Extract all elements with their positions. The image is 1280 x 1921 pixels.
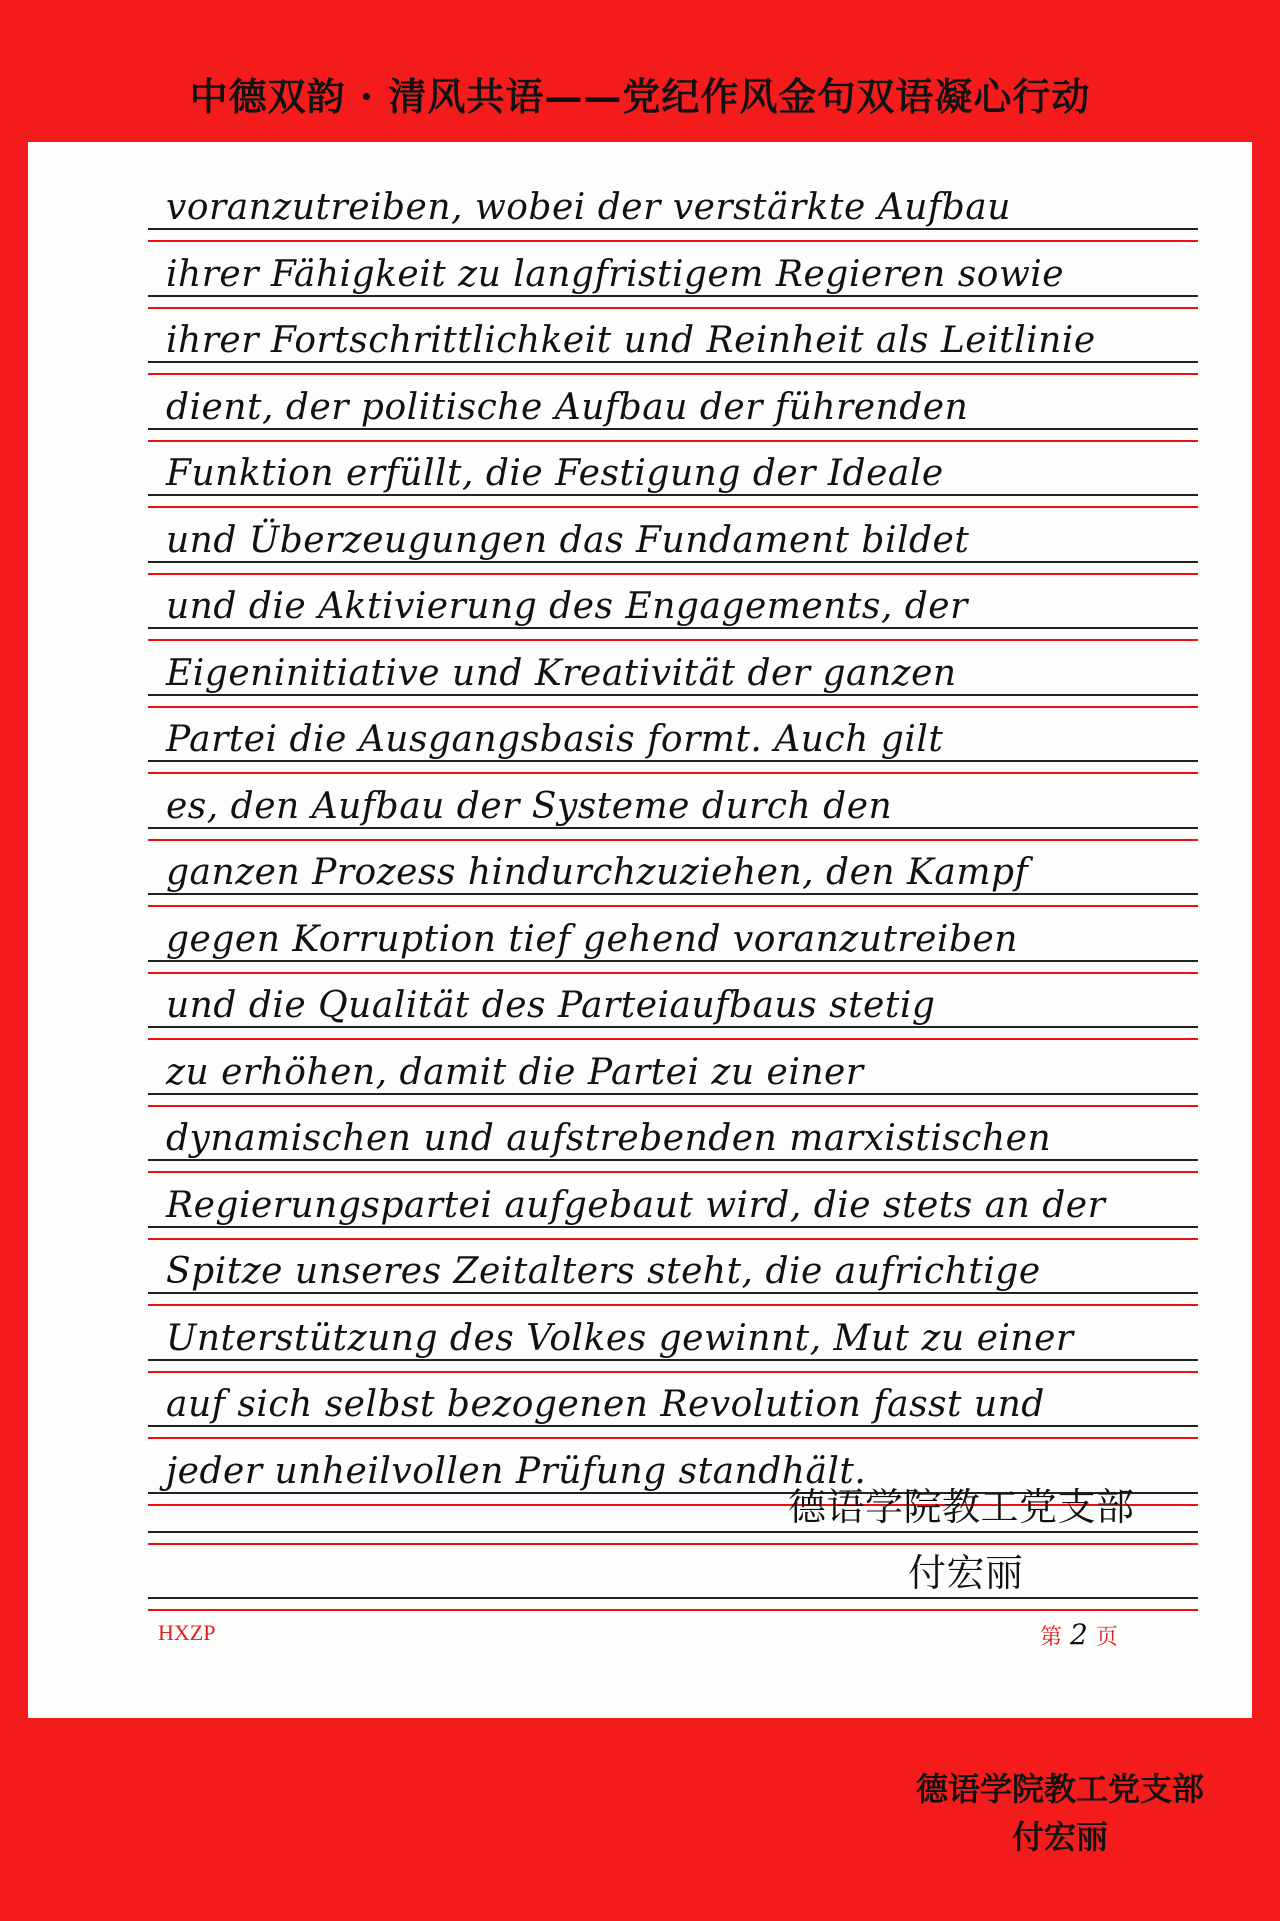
handwriting-text: Regierungspartei aufgebaut wird, die stets an der [166,1184,1106,1226]
handwriting-text: Eigeninitiative und Kreativität der ganzen [166,652,957,694]
handwriting-text: ihrer Fähigkeit zu langfristigem Regieren sowie [166,253,1065,295]
handwriting-line [148,829,1198,895]
handwriting-line [148,1095,1198,1161]
signature-unit-row [148,1467,1198,1533]
bottom-unit: 德语学院教工党支部 [915,1770,1204,1808]
handwriting-line [148,164,1198,230]
page-number [1040,1618,1118,1651]
handwriting-text: und Überzeugungen das Fundament bildet [166,519,970,561]
handwriting-line [148,763,1198,829]
signature-unit: 德语学院教工党支部 [788,1485,1135,1529]
handwriting-text: gegen Korruption tief gehend voranzutreiben [166,918,1018,960]
handwriting-text: es, den Aufbau der Systeme durch den [166,785,893,827]
handwriting-text: Partei die Ausgangsbasis formt. Auch gilt [166,719,944,760]
handwriting-line [148,364,1198,430]
handwriting-line [148,563,1198,629]
handwriting-line [148,430,1198,496]
handwriting-text: dient, der politische Aufbau der führenden [166,386,969,428]
page-number-value: 2 [1070,1618,1088,1651]
handwriting-text: voranzutreiben, wobei der verstärkte Aufbau [166,187,1011,228]
handwriting-line [148,696,1198,762]
handwriting-line [148,497,1198,563]
handwriting-text: Spitze unseres Zeitalters steht, die aufrichtige [166,1251,1041,1292]
handwriting-text: und die Qualität des Parteiaufbaus stetig [166,985,936,1026]
handwriting-text: dynamischen und aufstrebenden marxistischen [166,1118,1052,1159]
handwriting-line [148,1361,1198,1427]
signature-name-row [148,1533,1198,1599]
handwriting-text: jeder unheilvollen Prüfung standhält. [166,1450,867,1492]
handwriting-line [148,231,1198,297]
bottom-name: 付宏丽 [1011,1818,1108,1856]
page-suffix: 页 [1095,1625,1118,1650]
page-prefix: 第 [1040,1625,1063,1650]
handwriting-text: ihrer Fortschrittlichkeit und Reinheit als Leitlinie [166,320,1096,361]
handwriting-text: zu erhöhen, damit die Partei zu einer [166,1051,864,1093]
handwriting-text: Funktion erfüllt, die Festigung der Ideale [166,453,944,494]
handwriting-text: auf sich selbst bezogenen Revolution fasst und [166,1384,1045,1425]
ruled-line [148,1597,1198,1599]
handwriting-line [148,962,1198,1028]
handwriting-text: Unterstützung des Volkes gewinnt, Mut zu einer [166,1317,1074,1359]
handwriting-line [148,1228,1198,1294]
footer-code: HXZP [158,1620,216,1645]
handwriting-line [148,297,1198,363]
handwriting-text: ganzen Prozess hindurchzuziehen, den Kampf [166,852,1029,893]
handwriting-line [148,1162,1198,1228]
handwriting-text: und die Aktivierung des Engagements, der [166,586,968,627]
handwriting-line [148,1295,1198,1361]
handwriting-line [148,630,1198,696]
signature-name: 付宏丽 [908,1551,1024,1595]
handwritten-paper [28,142,1252,1718]
banner-title: 中德双韵 · 清风共语——党纪作风金句双语凝心行动 [189,74,1091,119]
red-ruled-line [148,1609,1198,1611]
handwriting-line [148,1029,1198,1095]
handwriting-line [148,896,1198,962]
